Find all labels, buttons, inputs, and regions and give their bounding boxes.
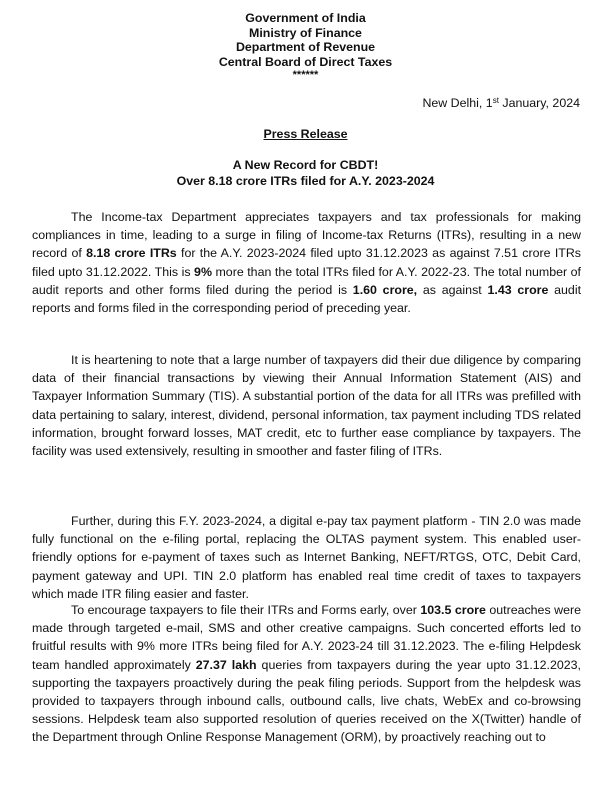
header-department: Department of Revenue (235, 40, 376, 55)
dateline-ordinal: st (492, 96, 499, 105)
p1-text-5: audit reports and forms filed in the corresponding period of preceding year. (32, 282, 582, 316)
dateline-suffix: January, 2024 (498, 96, 580, 110)
p1-text-3: more than the total ITRs filed for A.Y. 2022-23. The total number of audit reports and other forms filed during the period is (32, 264, 581, 297)
p1-text-4: as against (417, 282, 488, 297)
header-government: Government of India (245, 11, 366, 25)
header-ministry: Ministry of Finance (249, 25, 362, 40)
paragraph-tin-2 (32, 512, 581, 603)
p1-bold-audit-count: 1.60 crore, (352, 282, 418, 297)
p4-text-2: outreaches were made through targeted e-mail, SMS and other creative campaigns. Such concerted efforts led to fruitful results with 9% more ITRs being filed for A.Y. 2023-24 till 31.12.2023. The e-filing Helpdesk team handled approximately (32, 603, 581, 672)
header-board: Central Board of Direct Taxes (218, 54, 393, 69)
press-release-title: Press Release (263, 127, 348, 141)
paragraph-itr-record (32, 208, 581, 317)
p1-text-1: The Income-tax Department appreciates taxpayers and tax professionals for making compliances in time, leading to a surge in filing of Income-tax Returns (ITRs), resulting in a new record of (32, 210, 581, 261)
letterhead (0, 11, 611, 81)
p4-text-1: To encourage taxpayers to file their ITRs and Forms early, over (71, 603, 421, 617)
p4-bold-queries: 27.37 lakh (195, 657, 257, 672)
dateline (422, 96, 580, 110)
paragraph-ais-tis (32, 351, 581, 460)
p1-bold-percent: 9% (194, 264, 212, 279)
paragraph-outreach (32, 601, 581, 747)
p4-bold-outreach: 103.5 crore (420, 603, 486, 617)
headline-line-1: A New Record for CBDT! (232, 158, 379, 172)
p3-text: Further, during this F.Y. 2023-2024, a digital e-pay tax payment platform - TIN 2.0 was made fully functional on the e-filing portal, replacing the OLTAS payment system. This enabled user-friendly options for e-payment of taxes such as Internet Banking, NEFT/RTGS, OTC, Debit Card, payment gateway and UPI. TIN 2.0 platform has enabled real time credit of taxes to taxpayers which made ITR filing easier and faster. (32, 514, 581, 601)
headline-line-2: Over 8.18 crore ITRs filed for A.Y. 2023-2024 (176, 174, 435, 188)
headline (0, 157, 611, 189)
p1-bold-itr-count: 8.18 crore ITRs (86, 246, 177, 261)
p4-text-3: queries from taxpayers during the year upto 31.12.2023, supporting the taxpayers proactively during the peak filing periods. Support from the helpdesk was provided to taxpayers through inbound calls, outbound calls, live chats, WebEx and co-browsing sessions. Helpdesk team also supported resolution of queries received on the X(Twitter) handle of the Department through Online Response Management (ORM), by proactively reaching out to (32, 657, 581, 745)
header-separator: ****** (292, 69, 319, 82)
p1-text-2: for the A.Y. 2023-2024 filed upto 31.12.2023 as against 7.51 crore ITRs filed upto 31.12.2022. This is (32, 246, 581, 279)
dateline-prefix: New Delhi, 1 (422, 96, 493, 110)
p2-text: It is heartening to note that a large number of taxpayers did their due diligence by comparing data of their financial transactions by viewing their Annual Information Statement (AIS) and Taxpayer Information Summary (TIS). A substantial portion of the data for all ITRs was prefilled with data pertaining to salary, interest, dividend, personal information, tax payment including TDS related information, brought forward losses, MAT credit, etc to further ease compliance by taxpayers. The facility was used extensively, resulting in smoother and faster filing of ITRs. (32, 353, 581, 459)
p1-bold-previous-count: 1.43 crore (487, 282, 549, 297)
